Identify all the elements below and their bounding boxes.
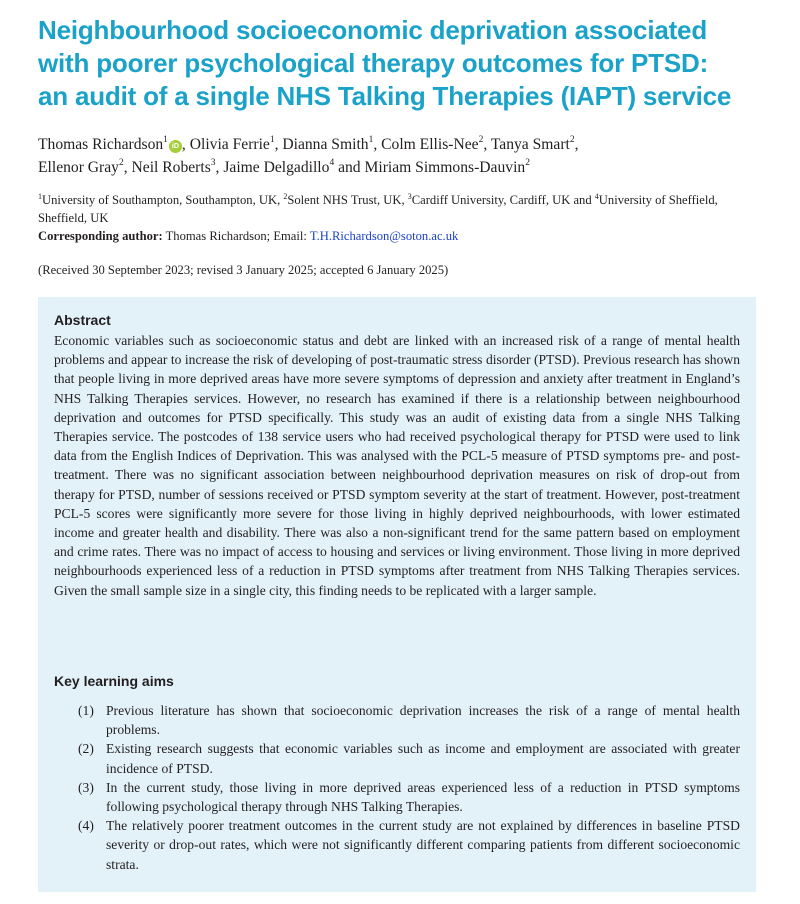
author-affil-sup: 2 xyxy=(525,157,530,168)
author-affil-sup: 1 xyxy=(368,134,374,145)
title-line: Neighbourhood socioeconomic deprivation associated xyxy=(38,15,707,45)
key-learning-aims-list xyxy=(78,701,740,874)
abstract-box xyxy=(38,297,756,892)
orcid-icon[interactable]: iD xyxy=(169,140,182,153)
author-name: Tanya Smart xyxy=(490,136,570,153)
author-affil-sup: 1 xyxy=(269,134,275,145)
affiliation: Cardiff University, Cardiff, UK and xyxy=(411,193,595,207)
author-name: Dianna Smith xyxy=(282,136,369,153)
author-name: Colm Ellis-Nee xyxy=(381,136,479,153)
author-line: Thomas Richardson$^1$iD , Olivia Ferrie$^1$, Dianna Smith$^1$, Colm Ellis-Nee$^2$, Tanya Smart$^2$, xyxy=(38,134,579,153)
title-line: with poorer psychological therapy outcomes for PTSD: xyxy=(38,48,709,78)
author-affil-sup: 2 xyxy=(569,134,575,145)
list-item: (1) Previous literature has shown that socioeconomic deprivation increases the risk of a range of mental health problems. xyxy=(78,703,740,738)
affiliation: University of Southampton, Southampton, UK, xyxy=(42,193,284,207)
affiliation: University of Sheffield, Sheffield, UK xyxy=(38,193,718,225)
author-name: Neil Roberts xyxy=(131,159,211,176)
author-name: Olivia Ferrie xyxy=(189,136,270,153)
list-item: (4) The relatively poorer treatment outcomes in the current study are not explained by differences in baseline PTSD severity or drop-out rates, which were not significantly different comparing patients from different socioeconomic strata. xyxy=(78,818,740,872)
title-line: an audit of a single NHS Talking Therapies (IAPT) service xyxy=(38,81,732,111)
abstract-text: Economic variables such as socioeconomic status and debt are linked with an increased risk of a range of mental health problems and appear to increase the risk of developing of post-traumatic stress disorder (PTSD). Previous research has shown that people living in more deprived areas have more severe symptoms of depression and anxiety after treatment in England’s NHS Talking Therapies services. However, no research has examined if there is a relationship between neighbourhood deprivation and outcomes for PTSD specifically. This study was an audit of existing data from a single NHS Talking Therapies service. The postcodes of 138 service users who had received psychological therapy for PTSD were used to link data from the English Indices of Deprivation. This was analysed with the PCL-5 measure of PTSD symptoms pre- and post-treatment. There was no significant association between neighbourhood deprivation measures on risk of drop-out from therapy for PTSD, number of sessions received or PTSD symptom severity at the start of treatment. However, post-treatment PCL-5 scores were significantly more severe for those living in highly deprived neighbourhoods, with lower estimated income and greater health and disability. There was also a non-significant trend for the same pattern based on employment and crime rates. There was no impact of access to housing and services or living environment. Those living in more deprived neighbourhoods experienced less of a reduction in PTSD symptoms after treatment from NHS Talking Therapies services. Given the small sample size in a single city, this finding needs to be replicated with a larger sample. xyxy=(54,333,740,598)
author-affil-sup: 2 xyxy=(118,157,124,168)
received-dates: (Received 30 September 2023; revised 3 January 2025; accepted 6 January 2025) xyxy=(38,263,449,277)
list-item: (2) Existing research suggests that economic variables such as income and employment are associated with greater incidence of PTSD. xyxy=(78,741,740,776)
author-list xyxy=(38,133,768,179)
author-name: Jaime Delgadillo xyxy=(223,159,330,176)
article-title xyxy=(38,14,778,113)
author-name: Thomas Richardson xyxy=(38,136,164,153)
author-line: Ellenor Gray$^2$, Neil Roberts$^3$, Jaime Delgadillo$^4$ and Miriam Simmons-Dauvin$^2$ xyxy=(38,157,530,176)
corresponding-label: Corresponding author: xyxy=(38,229,163,243)
author-affil-sup: 2 xyxy=(478,134,484,145)
author-affil-sup: 1 xyxy=(163,134,168,145)
affiliations: $^1$University of Southampton, Southampton, UK, $^2$Solent NHS Trust, UK, $^3$Cardiff University, Cardiff, UK and $^4$University of Sheffield, Sheffield, UK xyxy=(38,191,718,225)
key-learning-aims-heading: Key learning aims xyxy=(54,673,174,689)
email-link[interactable]: T.H.Richardson@soton.ac.uk xyxy=(309,229,459,243)
author-affil-sup: 4 xyxy=(329,157,335,168)
author-name: Ellenor Gray xyxy=(38,159,119,176)
corresponding-author: Corresponding author: Thomas Richardson; Email: T.H.Richardson@soton.ac.uk xyxy=(38,229,459,243)
list-item: (3) In the current study, those living in more deprived areas experienced less of a reduction in PTSD symptoms following psychological therapy through NHS Talking Therapies. xyxy=(78,779,740,815)
abstract-heading: Abstract xyxy=(54,312,111,328)
affiliation: Solent NHS Trust, UK, xyxy=(287,193,408,207)
author-affil-sup: 3 xyxy=(210,157,216,168)
author-name: Miriam Simmons-Dauvin xyxy=(364,159,526,176)
